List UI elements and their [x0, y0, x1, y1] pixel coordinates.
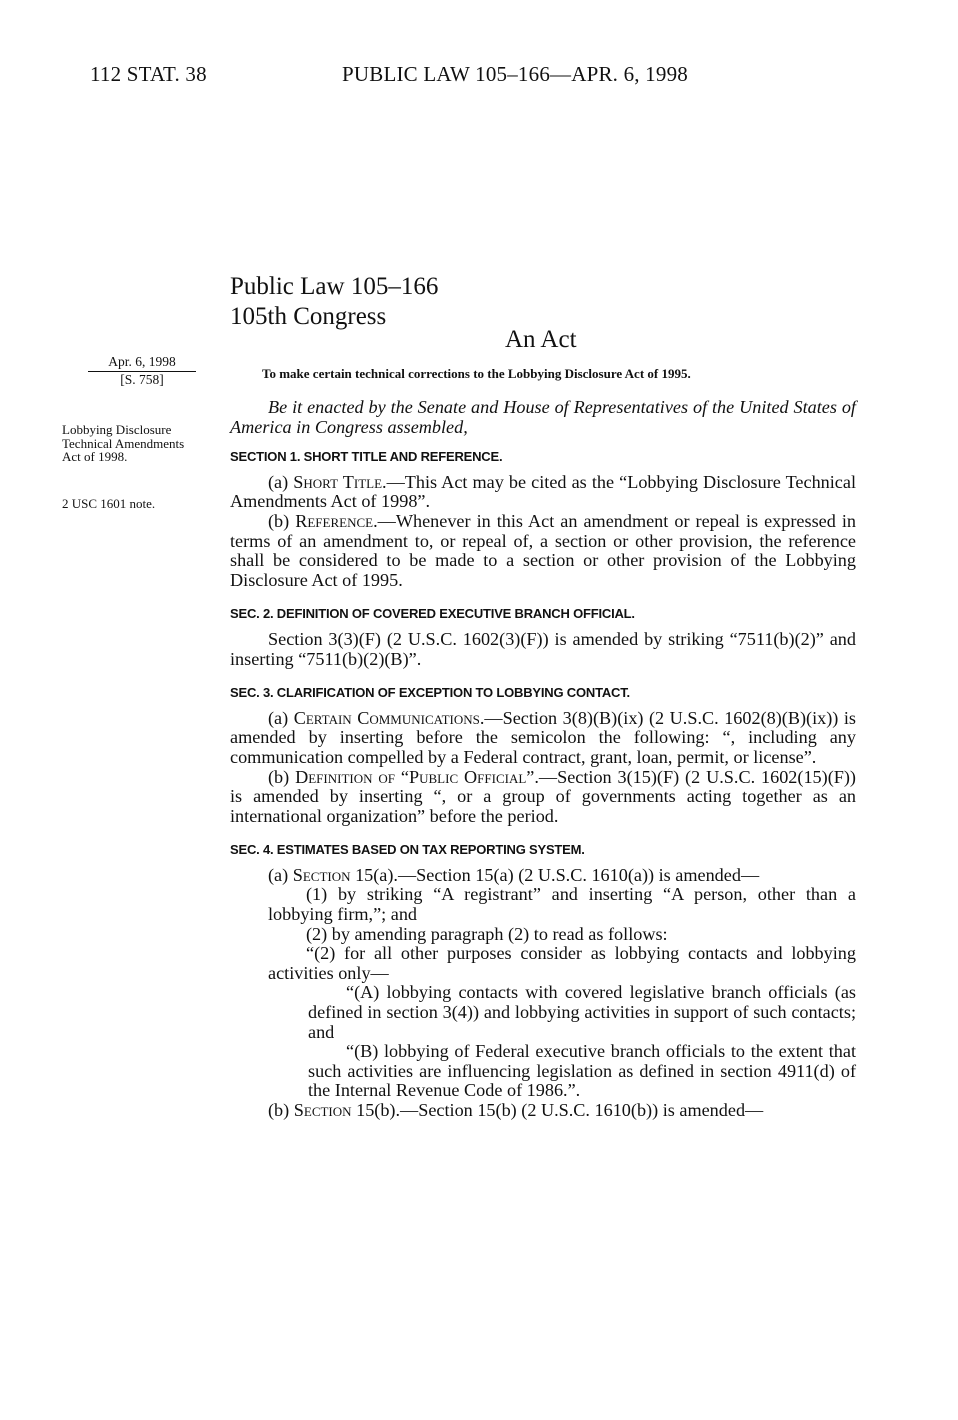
- law-number: Public Law 105–166: [230, 273, 439, 300]
- section-3a: [230, 709, 856, 768]
- section-2-heading: SEC. 2. DEFINITION OF COVERED EXECUTIVE BRANCH OFFICIAL.: [230, 606, 635, 622]
- section-2-text: Section 3(3)(F) (2 U.S.C. 1602(3)(F)) is amended by striking “7511(b)(2)” and inserting “7511(b)(2)(B)”.: [230, 628, 856, 669]
- section-4a-label: (a): [268, 864, 293, 885]
- section-1-heading: SECTION 1. SHORT TITLE AND REFERENCE.: [230, 449, 503, 465]
- section-1b-text: .—Whenever in this Act an amendment or repeal is expressed in terms of an amendment to, or repeal of, a section or other provision, the reference shall be considered to be made to a section or other provision of the Lobbying Disclosure Act of 1995.: [230, 510, 856, 590]
- section-3b-caption: Definition of “Public Official”: [295, 766, 535, 787]
- section-3b-text: .—Section 3(15)(F) (2 U.S.C. 1602(15)(F)) is amended by inserting “, or a group of governments acting together as an international organization” before the period.: [230, 766, 856, 826]
- section-4-heading: SEC. 4. ESTIMATES BASED ON TAX REPORTING SYSTEM.: [230, 842, 585, 858]
- margin-date: Apr. 6, 1998: [88, 354, 196, 372]
- section-3a-caption: Certain Communications: [293, 707, 480, 728]
- an-act-heading: An Act: [505, 326, 577, 353]
- margin-date-block: [88, 354, 196, 388]
- section-4b-text: 15(b).—Section 15(b) (2 U.S.C. 1610(b)) is amended—: [351, 1100, 764, 1120]
- margin-bill-number: [S. 758]: [120, 372, 164, 387]
- section-4a-text: 15(a).—Section 15(a) (2 U.S.C. 1610(a)) is amended—: [350, 864, 760, 885]
- section-1a: [230, 473, 856, 512]
- act-body: [230, 398, 856, 1121]
- section-1b-caption: Reference: [295, 510, 374, 531]
- act-purpose: To make certain technical corrections to the Lobbying Disclosure Act of 1995.: [262, 366, 691, 381]
- section-4a-subparagraph-a: “(A) lobbying contacts with covered legislative branch officials (as defined in section 3(4)) and lobbying activities in support of such contacts; and: [308, 982, 856, 1042]
- enacting-clause-text: Be it enacted by the Senate and House of Representatives of the United States of America in Congress assembled,: [230, 397, 856, 437]
- section-1a-text: .—This Act may be cited as the “Lobbying Disclosure Technical Amendments Act of 1998”.: [230, 471, 857, 512]
- section-3-heading: SEC. 3. CLARIFICATION OF EXCEPTION TO LOBBYING CONTACT.: [230, 685, 630, 701]
- section-1b-label: (b): [268, 510, 296, 531]
- section-3a-label: (a): [268, 707, 294, 728]
- section-4a-caption: Section: [292, 864, 351, 885]
- law-title-block: [230, 272, 438, 332]
- section-4b-label: (b): [268, 1100, 294, 1120]
- enacting-clause: [230, 398, 856, 437]
- section-3a-text: .—Section 3(8)(B)(ix) (2 U.S.C. 1602(8)(B)(ix)) is amended by inserting before the semicolon the following: “, including any communication compelled by a Federal contract, grant, loan, permit, or license”.: [230, 707, 857, 767]
- page-header-left: 112 STAT. 38: [90, 62, 207, 86]
- margin-short-title: Lobbying Disclosure Technical Amendments Act of 1998.: [62, 422, 185, 464]
- margin-citation: 2 USC 1601 note.: [62, 496, 156, 511]
- section-4a: [230, 866, 856, 886]
- section-4b-caption: Section: [293, 1100, 352, 1120]
- section-4b: [230, 1101, 856, 1121]
- section-4a-subparagraph-b: “(B) lobbying of Federal executive branch officials to the extent that such activities are influencing legislation as defined in section 4911(d) of the Internal Revenue Code of 1986.”.: [308, 1041, 856, 1101]
- section-4a-paragraph-2: (2) by amending paragraph (2) to read as follows:: [306, 923, 668, 944]
- section-3b: [230, 768, 856, 827]
- section-3b-label: (b): [268, 766, 296, 787]
- section-1a-caption: Short Title: [293, 471, 383, 492]
- section-1a-label: (a): [268, 471, 294, 492]
- page-header-right: PUBLIC LAW 105–166—APR. 6, 1998: [342, 62, 688, 86]
- congress-number: 105th Congress: [230, 303, 387, 330]
- section-4a-paragraph-1: (1) by striking “A registrant” and inserting “A person, other than a lobbying firm,”; and: [268, 884, 856, 925]
- section-4a-paragraph-2-quote: “(2) for all other purposes consider as lobbying contacts and lobbying activities only—: [268, 943, 856, 983]
- section-1b: [230, 512, 856, 590]
